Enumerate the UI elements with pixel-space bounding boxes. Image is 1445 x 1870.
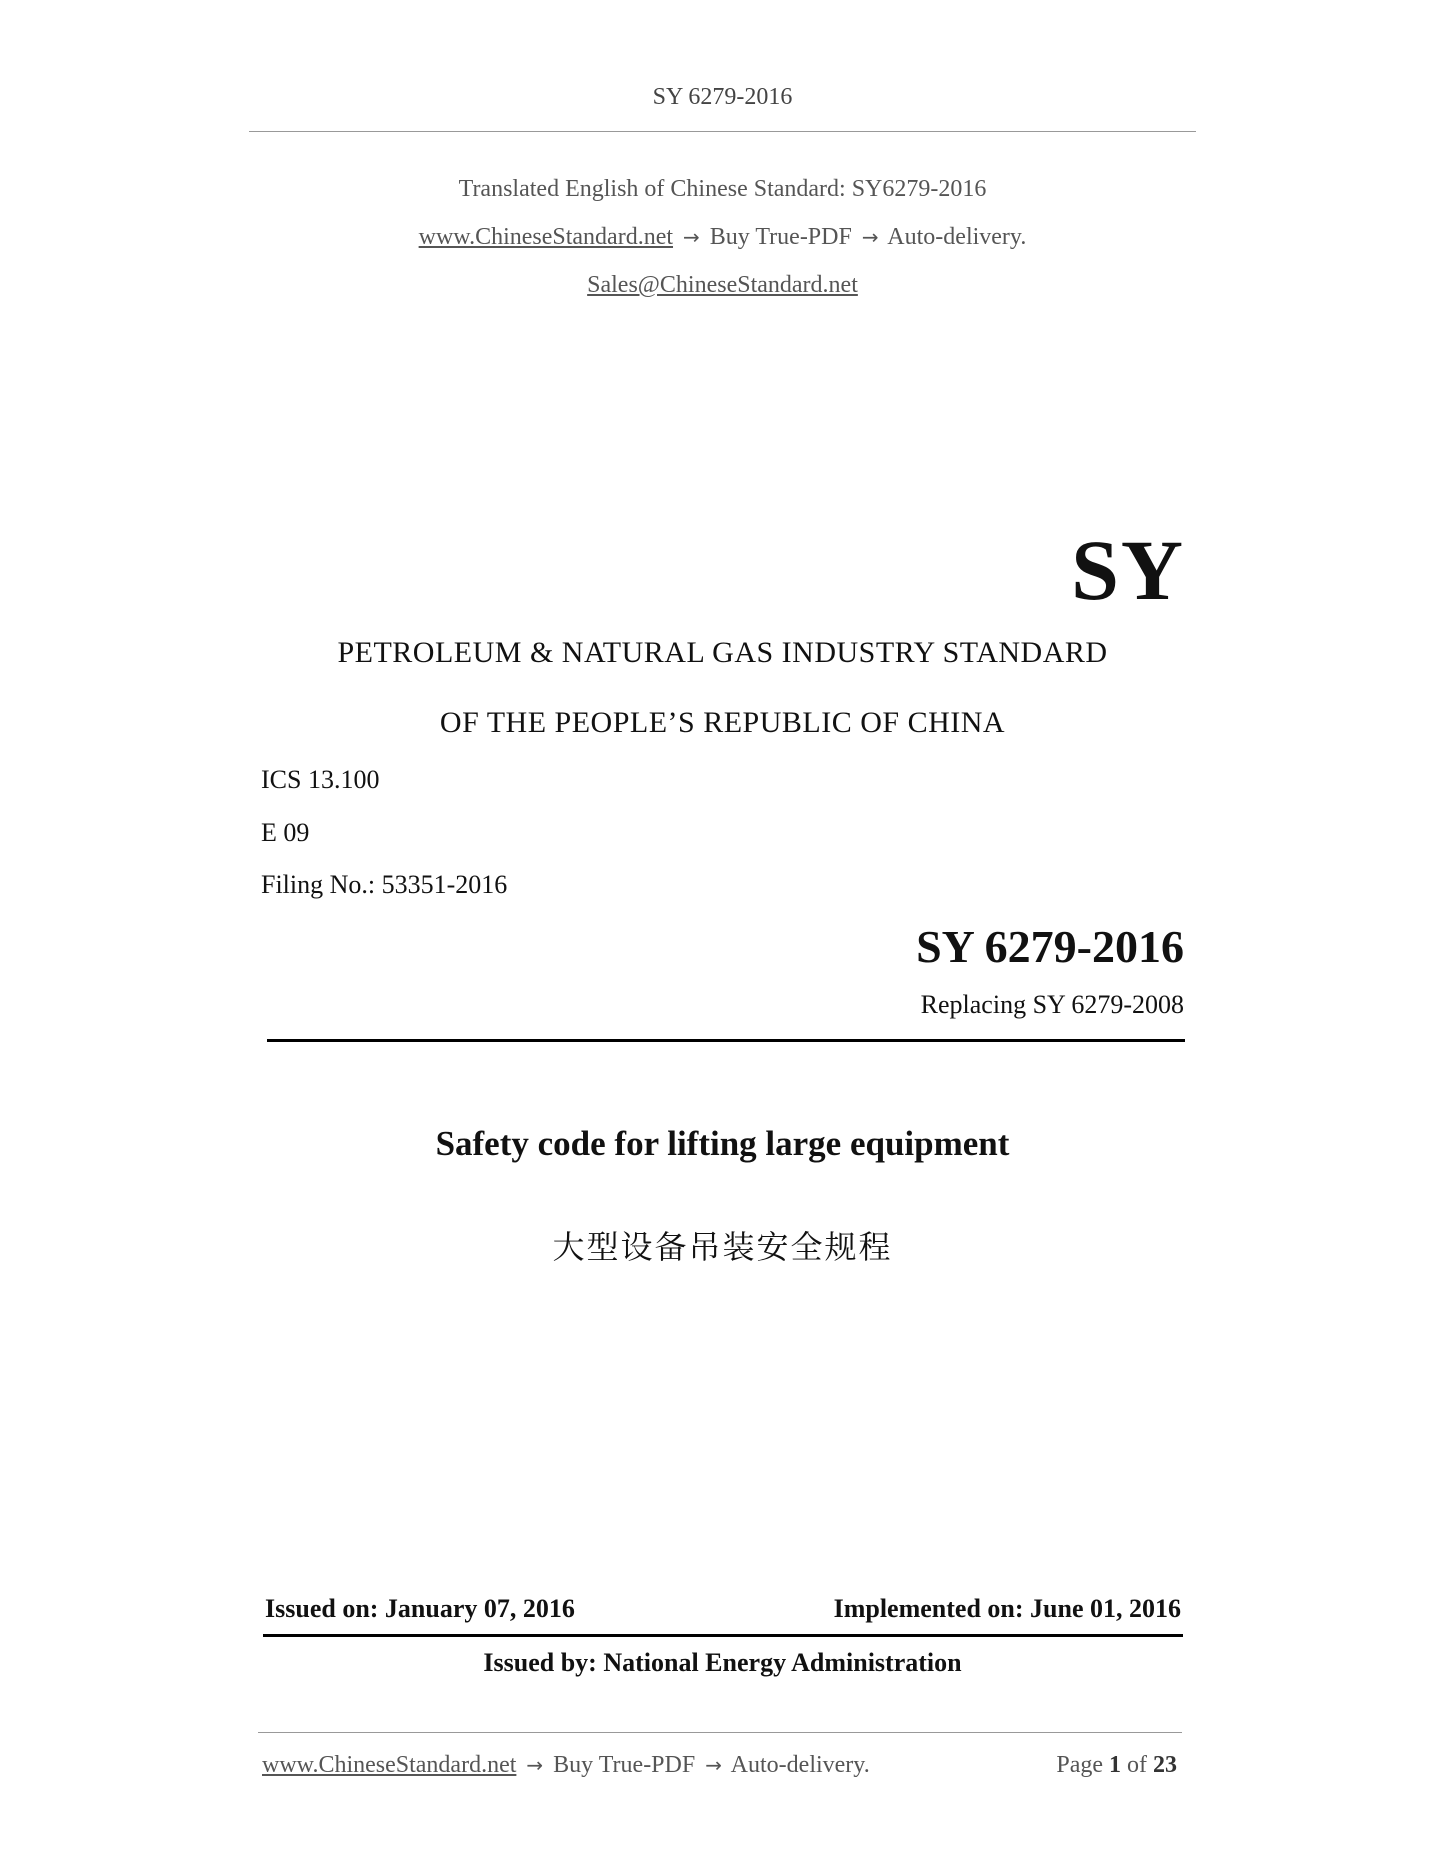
running-header: SY 6279-2016 — [652, 84, 793, 110]
arrow-right-icon: → — [705, 1753, 722, 1777]
issue-date: Issued on: January 07, 2016 — [265, 1594, 575, 1623]
issuing-authority: Issued by: National Energy Administration — [483, 1648, 962, 1677]
of-label: of — [1127, 1752, 1147, 1778]
translated-notice: Translated English of Chinese Standard: SY6279-2016 — [458, 176, 987, 202]
page-current: 1 — [1109, 1752, 1121, 1778]
arrow-right-icon: → — [526, 1753, 544, 1777]
replacing-note: Replacing SY 6279-2008 — [920, 990, 1184, 1019]
footer-site-link[interactable]: www.ChineseStandard.net — [262, 1752, 517, 1778]
buy-text: Buy True-PDF — [709, 224, 852, 250]
ccs-code: E 09 — [261, 818, 310, 847]
footer-promo — [262, 1752, 870, 1779]
footer-delivery-text: Auto-delivery. — [730, 1752, 870, 1778]
filing-number: Filing No.: 53351-2016 — [261, 870, 508, 899]
page-total: 23 — [1153, 1752, 1177, 1778]
arrow-right-icon: → — [861, 225, 879, 249]
page-indicator — [1056, 1752, 1177, 1779]
ics-code: ICS 13.100 — [261, 765, 380, 794]
footer-divider — [258, 1732, 1182, 1733]
document-title-english: Safety code for lifting large equipment — [435, 1124, 1010, 1163]
issue-divider — [263, 1634, 1183, 1637]
promo-links — [0, 224, 1445, 251]
email-link[interactable]: Sales@ChineseStandard.net — [587, 272, 858, 298]
arrow-right-icon: → — [683, 225, 700, 249]
footer-buy-text: Buy True-PDF — [553, 1752, 696, 1778]
page-label: Page — [1056, 1752, 1103, 1778]
implementation-date: Implemented on: June 01, 2016 — [833, 1594, 1181, 1623]
document-title-chinese: 大型设备吊装安全规程 — [552, 1228, 893, 1266]
standard-number: SY 6279-2016 — [916, 921, 1184, 972]
site-link[interactable]: www.ChineseStandard.net — [418, 224, 674, 250]
title-divider — [267, 1039, 1185, 1042]
standard-type-line2: OF THE PEOPLE’S REPUBLIC OF CHINA — [439, 706, 1006, 739]
standard-mark: SY — [1071, 522, 1185, 618]
standard-type-line1: PETROLEUM & NATURAL GAS INDUSTRY STANDARD — [337, 636, 1108, 669]
header-divider — [249, 131, 1196, 132]
delivery-text: Auto-delivery. — [887, 224, 1027, 250]
email-line — [0, 272, 1445, 299]
